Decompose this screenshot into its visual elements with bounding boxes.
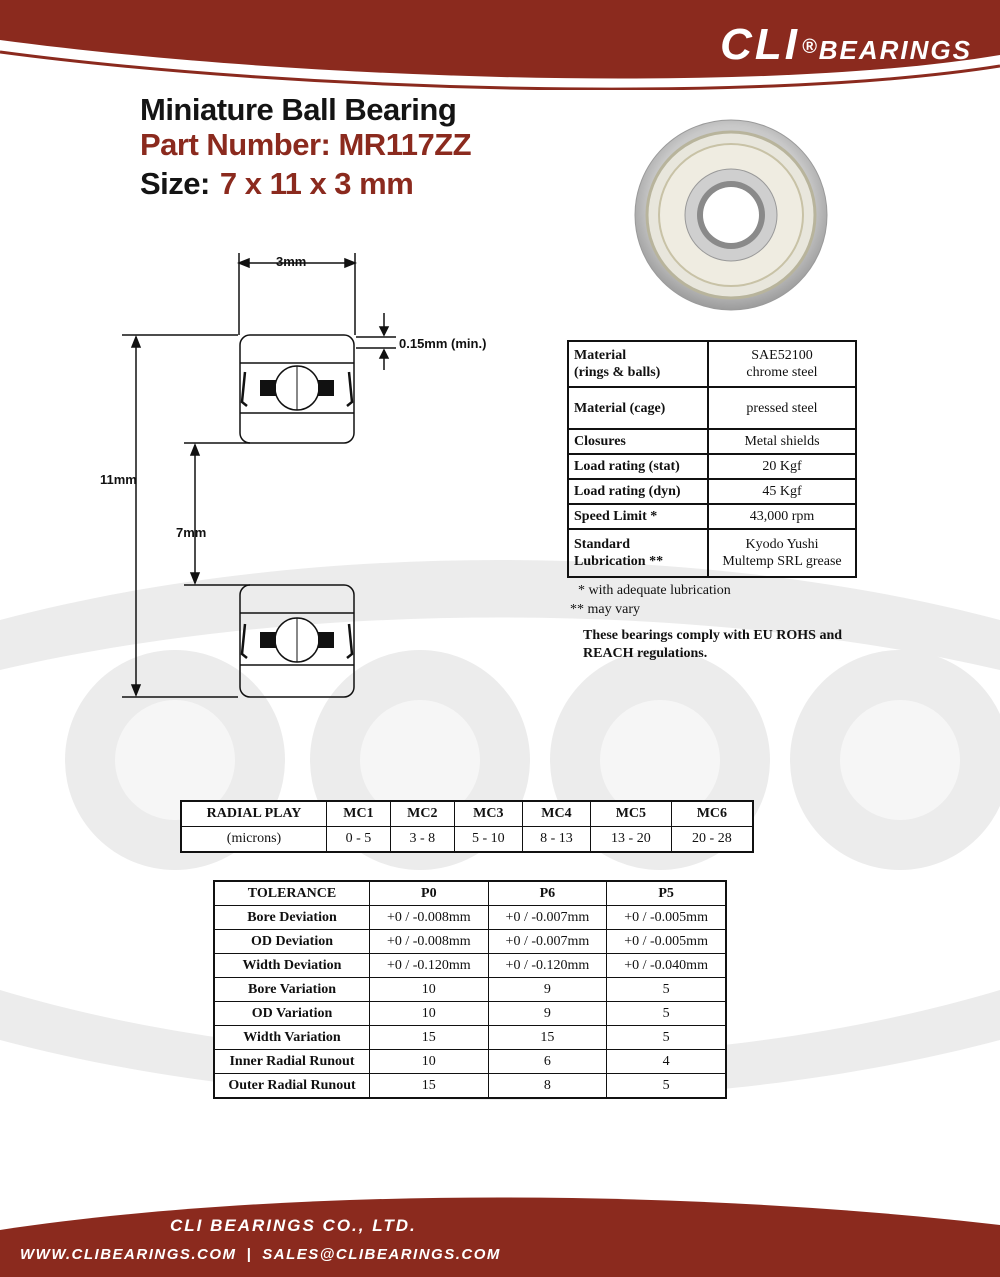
tolerance-value-cell: +0 / -0.008mm bbox=[370, 906, 489, 930]
radial-play-header-cell: MC5 bbox=[591, 801, 672, 827]
tolerance-row bbox=[214, 1026, 726, 1050]
spec-value: 20 Kgf bbox=[708, 454, 856, 479]
spec-row bbox=[568, 341, 856, 387]
spec-row bbox=[568, 429, 856, 454]
logo-text: CLI bbox=[720, 20, 800, 69]
tolerance-value-cell: 15 bbox=[370, 1026, 489, 1050]
tolerance-value-cell: 9 bbox=[488, 978, 607, 1002]
compliance-statement: These bearings comply with EU ROHS and REACH regulations. bbox=[583, 628, 843, 661]
tolerance-value-cell: +0 / -0.005mm bbox=[607, 906, 726, 930]
spec-row bbox=[568, 504, 856, 529]
tolerance-row bbox=[214, 906, 726, 930]
tolerance-row-label: Outer Radial Runout bbox=[214, 1074, 370, 1099]
radial-play-header-row bbox=[181, 801, 753, 827]
tolerance-value-cell: +0 / -0.120mm bbox=[370, 954, 489, 978]
tolerance-value-cell: +0 / -0.008mm bbox=[370, 930, 489, 954]
spec-label: Load rating (dyn) bbox=[568, 479, 708, 504]
spec-label: Closures bbox=[568, 429, 708, 454]
logo-registered-mark: ® bbox=[802, 35, 817, 58]
spec-value: Kyodo Yushi Multemp SRL grease bbox=[708, 529, 856, 577]
tolerance-value-cell: 10 bbox=[370, 1002, 489, 1026]
tolerance-row bbox=[214, 930, 726, 954]
spec-value: pressed steel bbox=[708, 387, 856, 429]
radial-play-value-cell: 20 - 28 bbox=[671, 827, 753, 853]
tolerance-row bbox=[214, 1074, 726, 1099]
tolerance-header-cell: P6 bbox=[488, 881, 607, 906]
tolerance-row bbox=[214, 978, 726, 1002]
lubrication-note: * with adequate lubrication bbox=[578, 583, 731, 598]
tolerance-header-cell: TOLERANCE bbox=[214, 881, 370, 906]
radial-play-header-cell: MC1 bbox=[327, 801, 391, 827]
tolerance-header-cell: P5 bbox=[607, 881, 726, 906]
tolerance-row-label: Bore Deviation bbox=[214, 906, 370, 930]
spec-value: Metal shields bbox=[708, 429, 856, 454]
radial-play-value-cell: 5 - 10 bbox=[454, 827, 522, 853]
footer-separator: | bbox=[246, 1246, 253, 1263]
variance-note: ** may vary bbox=[570, 602, 640, 617]
tolerance-row bbox=[214, 1002, 726, 1026]
tolerance-value-cell: +0 / -0.040mm bbox=[607, 954, 726, 978]
radial-play-value-cell: 8 - 13 bbox=[522, 827, 590, 853]
width-dimension-label: 3mm bbox=[276, 254, 307, 269]
tolerance-value-cell: 10 bbox=[370, 978, 489, 1002]
spec-value: SAE52100 chrome steel bbox=[708, 341, 856, 387]
radial-play-table bbox=[180, 800, 754, 853]
tolerance-value-cell: +0 / -0.005mm bbox=[607, 930, 726, 954]
spec-label: Material (rings & balls) bbox=[568, 341, 708, 387]
brand-logo bbox=[720, 20, 972, 70]
email-link[interactable]: SALES@CLIBEARINGS.COM bbox=[262, 1246, 501, 1263]
spec-row bbox=[568, 454, 856, 479]
spec-value: 45 Kgf bbox=[708, 479, 856, 504]
bearing-cross-section-drawing bbox=[100, 245, 520, 715]
spec-label: Standard Lubrication ** bbox=[568, 529, 708, 577]
spec-row bbox=[568, 479, 856, 504]
spec-row bbox=[568, 529, 856, 577]
tolerance-value-cell: +0 / -0.120mm bbox=[488, 954, 607, 978]
radial-play-header-cell: MC3 bbox=[454, 801, 522, 827]
tolerance-value-cell: 10 bbox=[370, 1050, 489, 1074]
radial-play-header-cell: MC4 bbox=[522, 801, 590, 827]
product-title: Miniature Ball Bearing bbox=[140, 92, 457, 127]
tolerance-value-cell: 8 bbox=[488, 1074, 607, 1099]
gap-dimension-label: 0.15mm (min.) bbox=[399, 336, 487, 351]
spec-label: Load rating (stat) bbox=[568, 454, 708, 479]
website-link[interactable]: WWW.CLIBEARINGS.COM bbox=[20, 1246, 237, 1263]
tolerance-value-cell: 5 bbox=[607, 978, 726, 1002]
tolerance-table bbox=[213, 880, 727, 1099]
tolerance-value-cell: 15 bbox=[370, 1074, 489, 1099]
tolerance-value-cell: 5 bbox=[607, 1074, 726, 1099]
radial-play-value-cell: 0 - 5 bbox=[327, 827, 391, 853]
outer-diameter-label: 11mm bbox=[100, 472, 137, 487]
radial-play-header-cell: MC2 bbox=[390, 801, 454, 827]
radial-play-header-cell: RADIAL PLAY bbox=[181, 801, 327, 827]
bore-diameter-label: 7mm bbox=[176, 525, 207, 540]
tolerance-row bbox=[214, 1050, 726, 1074]
tolerance-value-cell: 9 bbox=[488, 1002, 607, 1026]
radial-play-value-cell: (microns) bbox=[181, 827, 327, 853]
size-line bbox=[140, 166, 413, 202]
footer-contact bbox=[20, 1246, 501, 1263]
spec-label: Material (cage) bbox=[568, 387, 708, 429]
tolerance-value-cell: 4 bbox=[607, 1050, 726, 1074]
size-value: 7 x 11 x 3 mm bbox=[219, 166, 414, 201]
tolerance-row bbox=[214, 954, 726, 978]
part-number: Part Number: MR117ZZ bbox=[140, 127, 472, 162]
tolerance-row-label: Width Variation bbox=[214, 1026, 370, 1050]
spec-row bbox=[568, 387, 856, 429]
tolerance-row-label: Width Deviation bbox=[214, 954, 370, 978]
radial-play-values-row bbox=[181, 827, 753, 853]
tolerance-value-cell: 15 bbox=[488, 1026, 607, 1050]
radial-play-header-cell: MC6 bbox=[671, 801, 753, 827]
tolerance-value-cell: 5 bbox=[607, 1026, 726, 1050]
tolerance-header-cell: P0 bbox=[370, 881, 489, 906]
tolerance-row-label: OD Variation bbox=[214, 1002, 370, 1026]
tolerance-value-cell: 6 bbox=[488, 1050, 607, 1074]
tolerance-header-row bbox=[214, 881, 726, 906]
bearing-photo bbox=[633, 117, 829, 313]
tolerance-value-cell: +0 / -0.007mm bbox=[488, 930, 607, 954]
tolerance-value-cell: +0 / -0.007mm bbox=[488, 906, 607, 930]
logo-subtext: BEARINGS bbox=[818, 35, 972, 65]
tolerance-value-cell: 5 bbox=[607, 1002, 726, 1026]
footer-band bbox=[0, 1195, 1000, 1277]
spec-table bbox=[567, 340, 857, 578]
spec-label: Speed Limit * bbox=[568, 504, 708, 529]
radial-play-value-cell: 13 - 20 bbox=[591, 827, 672, 853]
size-label: Size: bbox=[140, 166, 210, 201]
radial-play-value-cell: 3 - 8 bbox=[390, 827, 454, 853]
tolerance-row-label: Inner Radial Runout bbox=[214, 1050, 370, 1074]
spec-value: 43,000 rpm bbox=[708, 504, 856, 529]
tolerance-row-label: Bore Variation bbox=[214, 978, 370, 1002]
tolerance-row-label: OD Deviation bbox=[214, 930, 370, 954]
footer-company-name: CLI BEARINGS CO., LTD. bbox=[170, 1216, 417, 1235]
